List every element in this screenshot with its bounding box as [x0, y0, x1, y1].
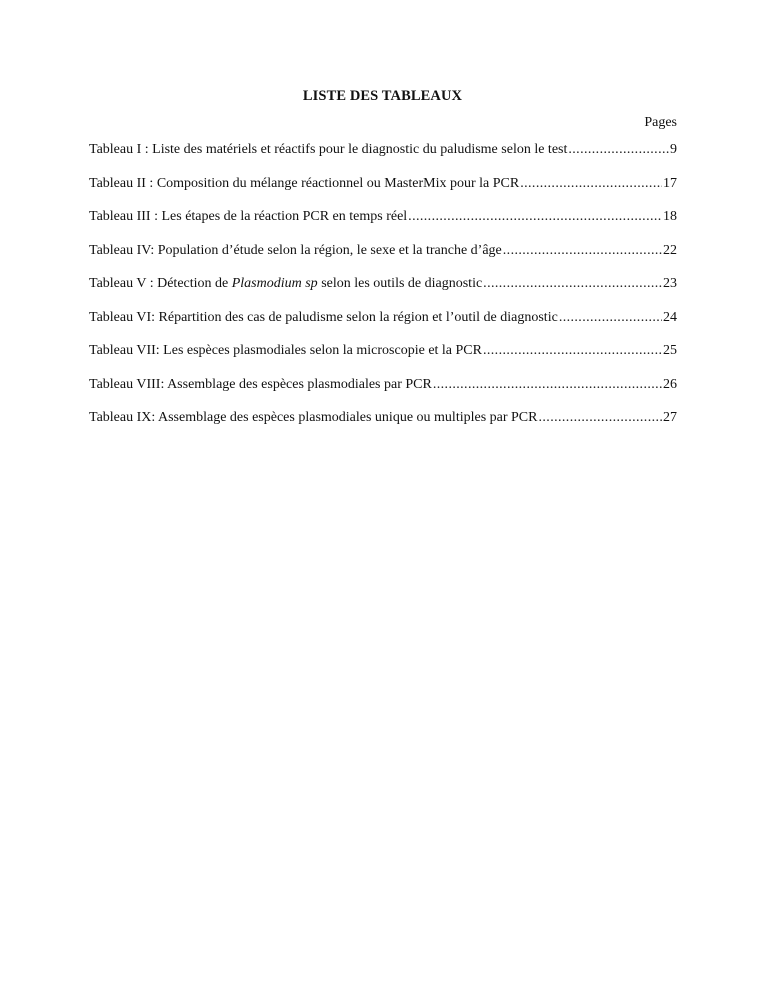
- toc-entry-8: [89, 376, 677, 410]
- pages-column-label: Pages: [644, 115, 677, 130]
- toc-entry-4: [89, 242, 677, 276]
- toc-entry-2: [89, 175, 677, 209]
- dot-leader: [559, 309, 662, 327]
- entry-page-number: 18: [663, 209, 677, 224]
- toc-entry-7: [89, 342, 677, 376]
- dot-leader: [483, 342, 662, 360]
- entry-label: Tableau IV: Population d’étude selon la région, le sexe et la tranche d’âge: [89, 242, 502, 258]
- page-title: LISTE DES TABLEAUX: [302, 88, 463, 104]
- dot-leader: [503, 242, 662, 260]
- entry-label: Tableau VIII: Assemblage des espèces plasmodiales par PCR: [89, 376, 432, 392]
- entry-page-number: 24: [663, 309, 677, 325]
- entry-page-number: 17: [663, 175, 677, 191]
- dot-leader: [408, 208, 662, 226]
- dot-leader: [433, 376, 662, 394]
- entry-page-number: 22: [663, 242, 677, 258]
- entry-label: Tableau V : Détection de Plasmodium sp selon les outils de diagnostic: [89, 276, 483, 291]
- entry-page-number: 9: [670, 142, 677, 157]
- entry-page-number: 26: [663, 376, 677, 392]
- toc-entry-1: [89, 141, 677, 175]
- toc-entry-3: [89, 208, 677, 242]
- entry-label: Tableau VI: Répartition des cas de paludisme selon la région et l’outil de diagnostic: [89, 309, 558, 325]
- dot-leader: [520, 175, 662, 193]
- dot-leader: [483, 275, 662, 293]
- entry-label: Tableau I : Liste des matériels et réactifs pour le diagnostic du paludisme selon le test: [89, 142, 568, 157]
- dot-leader: [568, 141, 669, 159]
- toc-entry-6: [89, 309, 677, 343]
- entry-label: Tableau II : Composition du mélange réactionnel ou MasterMix pour la PCR: [89, 175, 520, 191]
- entry-label: Tableau IX: Assemblage des espèces plasmodiales unique ou multiples par PCR: [89, 410, 538, 425]
- entry-label: Tableau VII: Les espèces plasmodiales selon la microscopie et la PCR: [89, 343, 482, 358]
- entry-page-number: 27: [663, 410, 677, 425]
- toc-entry-9: [89, 409, 677, 443]
- toc-entry-5: [89, 275, 677, 309]
- dot-leader: [539, 409, 663, 427]
- table-list: [89, 141, 677, 443]
- entry-page-number: 25: [663, 343, 677, 358]
- entry-label: Tableau III : Les étapes de la réaction PCR en temps réel: [89, 209, 408, 224]
- entry-page-number: 23: [663, 276, 677, 291]
